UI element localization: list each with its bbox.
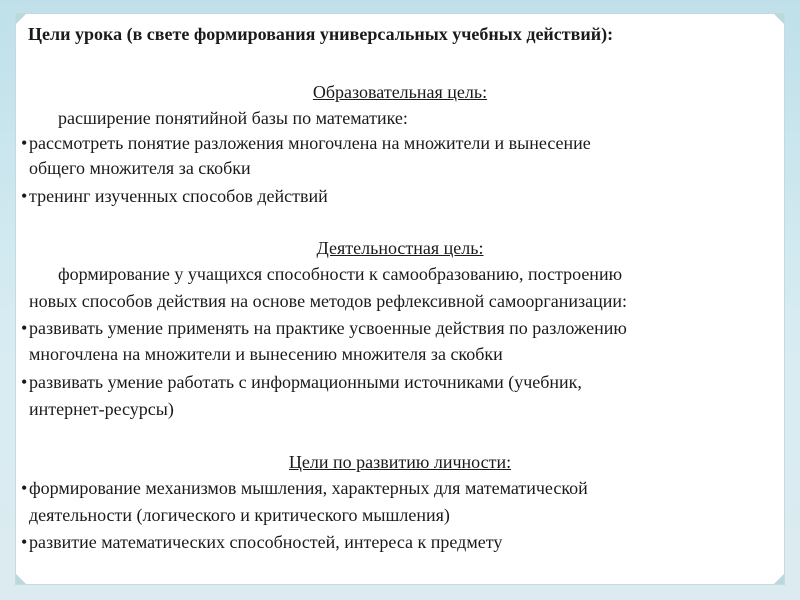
list-item-continuation: многочлена на множители и вынесению множителя за скобки (29, 344, 503, 364)
section-intro-educational: расширение понятийной базы по математике: (58, 108, 408, 128)
list-item (29, 318, 627, 338)
section-intro-activity-line-1: формирование у учащихся способности к самообразованию, построению (58, 264, 623, 284)
list-item-text: развитие математических способностей, интереса к предмету (29, 532, 503, 552)
corner-decoration-top-right (774, 14, 784, 24)
list-item-text: развивать умение применять на практике усвоенные действия по разложению (29, 318, 627, 338)
list-item (29, 478, 588, 498)
list-item-text: формирование механизмов мышления, характерных для математической (29, 478, 588, 498)
section-heading-activity: Деятельностная цель: (316, 238, 484, 258)
page-title: Цели урока (в свете формирования универсальных учебных действий): (28, 24, 614, 44)
list-item-continuation: общего множителя за скобки (29, 158, 251, 178)
list-item-text: развивать умение работать с информационными источниками (учебник, (29, 372, 582, 392)
list-item (29, 532, 502, 552)
list-item-continuation: деятельности (логического и критического мышления) (29, 505, 450, 525)
corner-decoration-bottom-left (16, 574, 26, 584)
section-heading-personal: Цели по развитию личности: (288, 452, 512, 472)
list-item (29, 372, 582, 392)
corner-decoration-bottom-right (774, 574, 784, 584)
list-item (29, 186, 328, 206)
section-intro-activity-line-2: новых способов действия на основе методов рефлексивной самоорганизации: (29, 291, 628, 311)
list-item-text: тренинг изученных способов действий (29, 186, 328, 206)
list-item-continuation: интернет-ресурсы) (29, 399, 174, 419)
corner-decoration-top-left (16, 14, 26, 24)
list-item-text: рассмотреть понятие разложения многочлена на множители и вынесение (29, 133, 591, 153)
list-item (29, 133, 591, 153)
section-heading-educational: Образовательная цель: (312, 82, 488, 102)
